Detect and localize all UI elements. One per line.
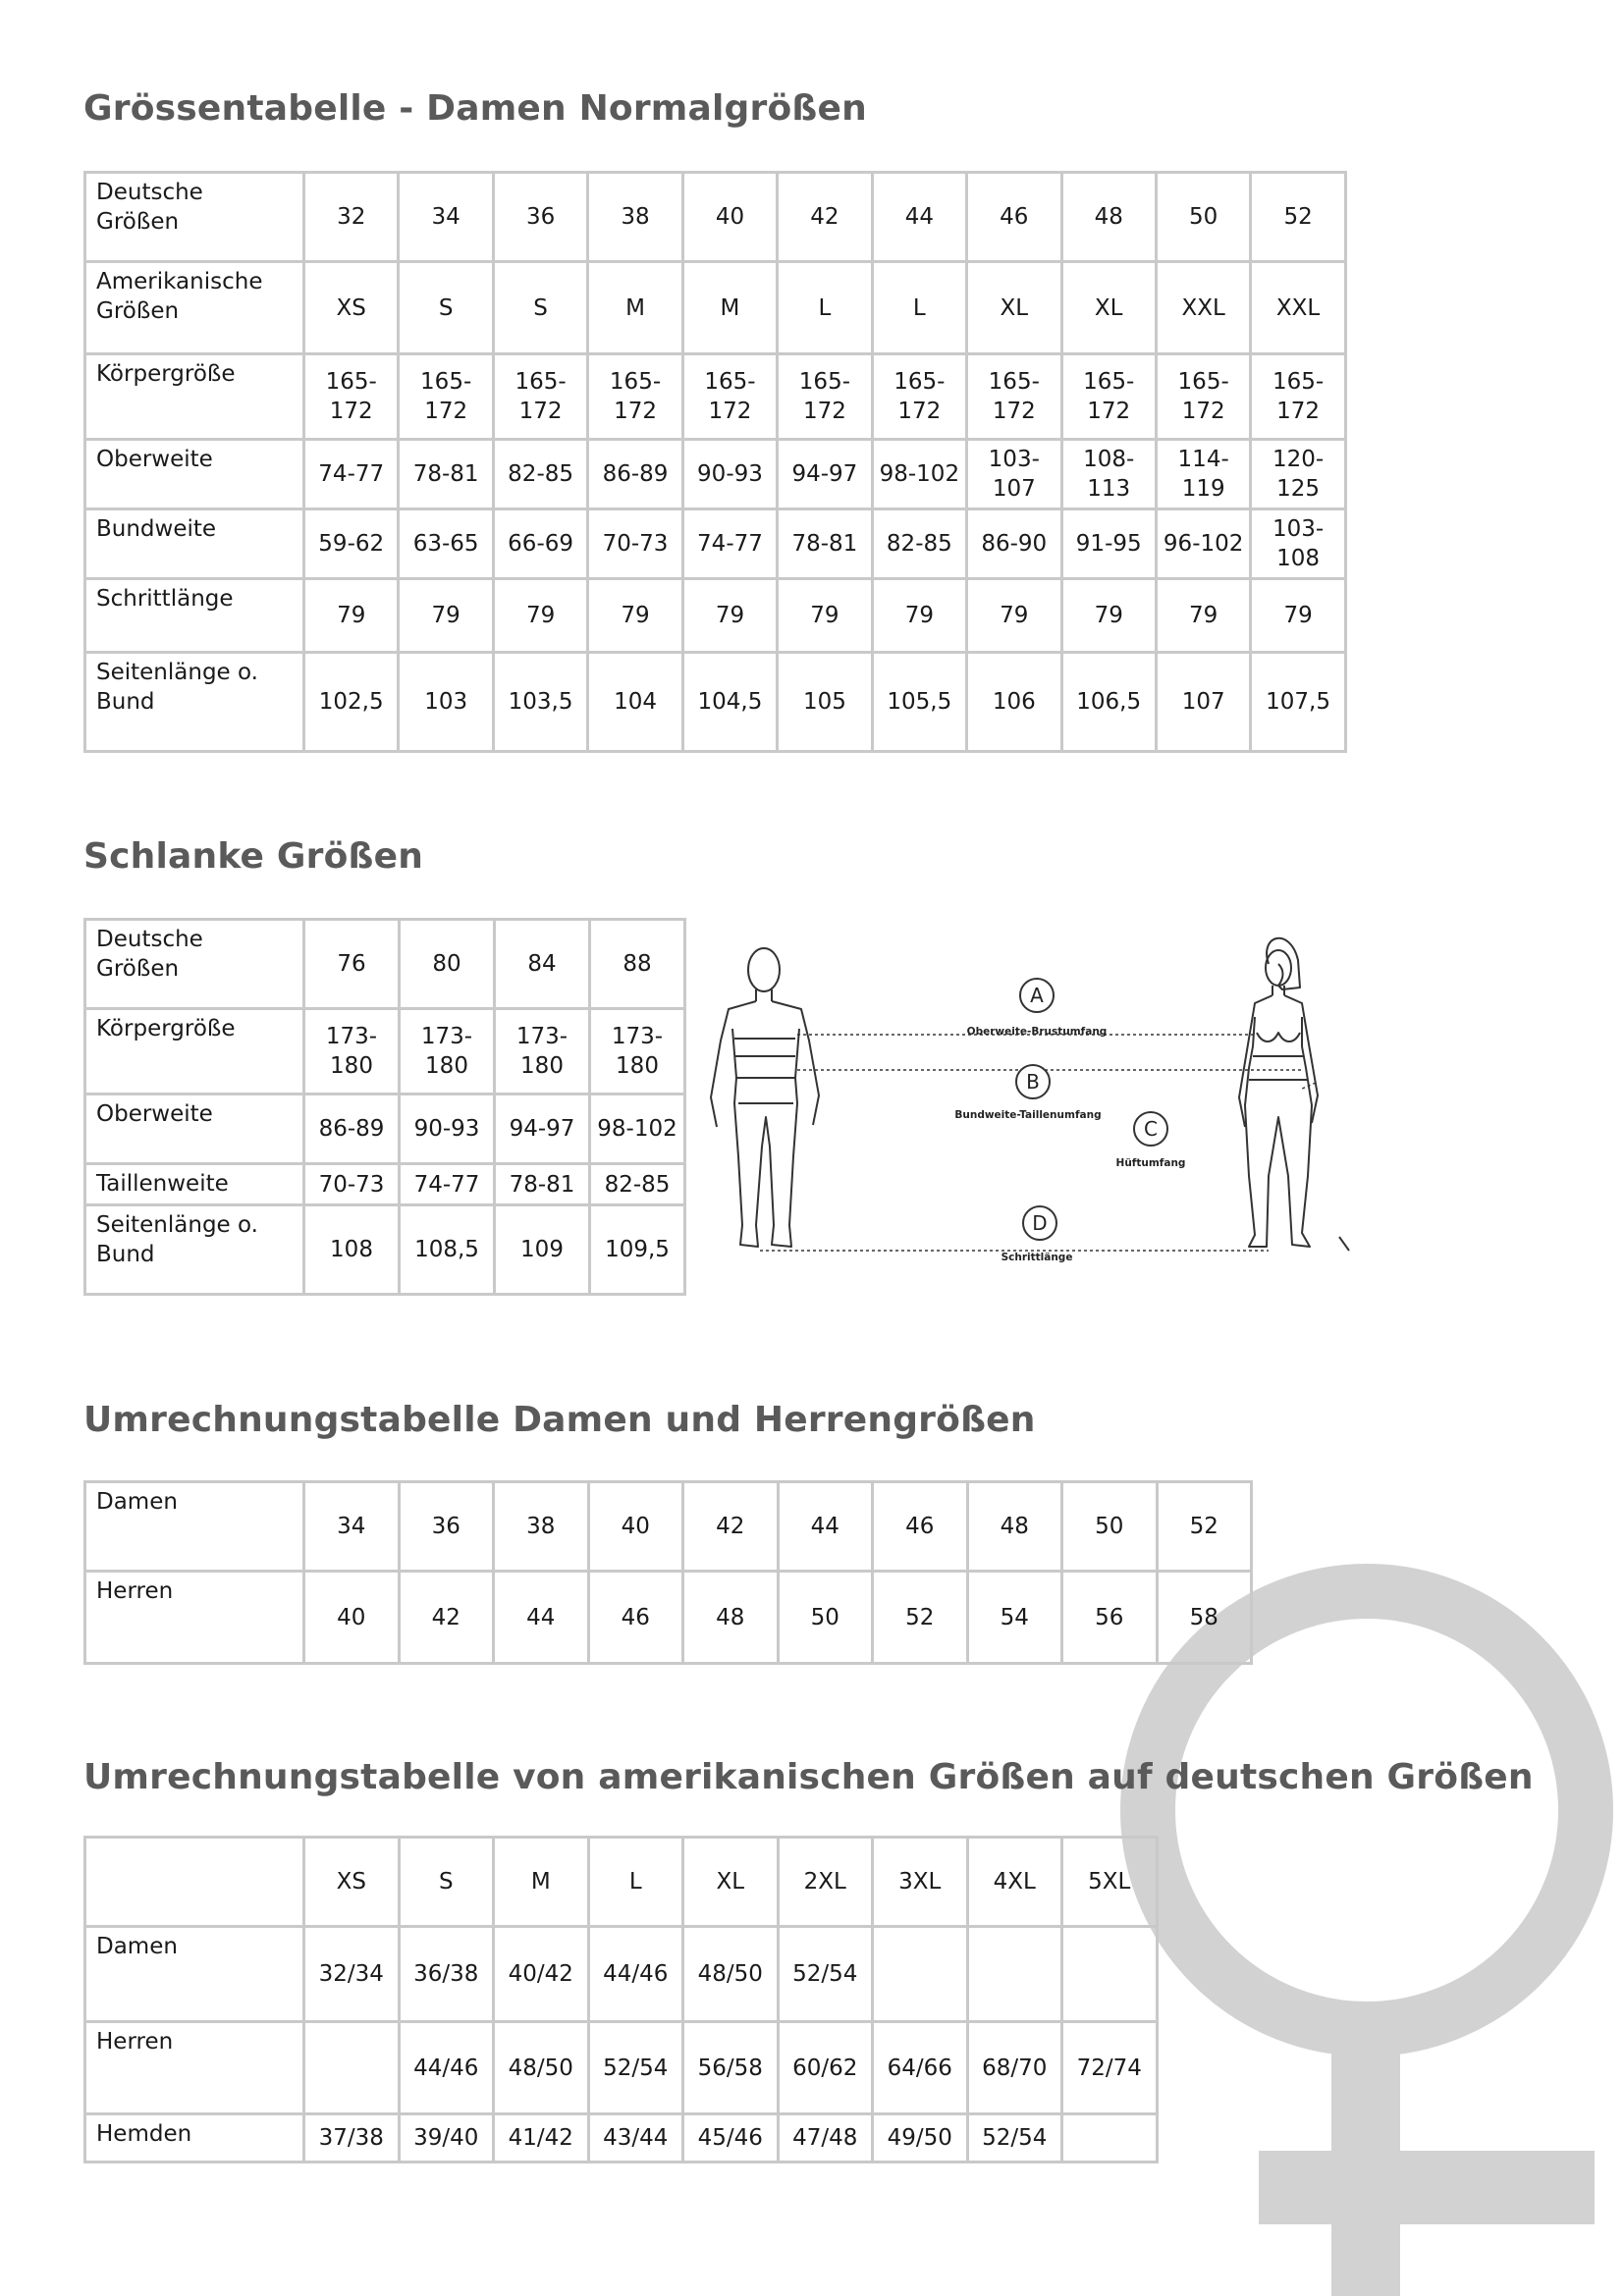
table-cell: XXL	[1156, 262, 1250, 354]
table-cell: 48/50	[683, 1927, 779, 2022]
table-cell: 165-172	[304, 354, 399, 440]
table-cell: 79	[967, 579, 1061, 653]
male-figure	[711, 948, 819, 1247]
table-cell	[1062, 1927, 1158, 2022]
table-cell: 48	[683, 1572, 779, 1664]
table-cell: 165-172	[588, 354, 682, 440]
table-cell: 56	[1062, 1572, 1158, 1664]
table-cell: 91-95	[1061, 509, 1156, 579]
table-cell: 98-102	[872, 440, 966, 509]
table-cell: 64/66	[873, 2022, 968, 2114]
row-label: Oberweite	[85, 440, 304, 509]
table-cell: 50	[778, 1572, 873, 1664]
table-cell: 36	[493, 173, 587, 262]
table-cell: 70-73	[588, 509, 682, 579]
table-cell: 63-65	[399, 509, 493, 579]
table-cell: 79	[1061, 579, 1156, 653]
table-cell: 52/54	[778, 1927, 873, 2022]
table-cell: L	[588, 1838, 683, 1927]
marker-c-caption: Hüftumfang	[1115, 1157, 1186, 1169]
row-label: Herren	[85, 2022, 304, 2114]
table-cell: 52	[1251, 173, 1345, 262]
table-cell: M	[494, 1838, 589, 1927]
table-cell: 42	[778, 173, 872, 262]
table-cell: XS	[304, 1838, 400, 1927]
table-cell: 45/46	[683, 2114, 779, 2163]
table-cell: 98-102	[590, 1095, 685, 1164]
table-cell: 66-69	[493, 509, 587, 579]
table-row	[85, 920, 685, 1009]
table-cell	[304, 2022, 400, 2114]
table-cell	[967, 1927, 1062, 2022]
table-cell: 49/50	[873, 2114, 968, 2163]
row-label: Hemden	[85, 2114, 304, 2163]
table-cell: 105	[778, 653, 872, 752]
row-label: Damen	[85, 1482, 304, 1572]
table-cell: 40	[588, 1482, 683, 1572]
row-label: Damen	[85, 1927, 304, 2022]
table-cell: 105,5	[872, 653, 966, 752]
table-cell: 82-85	[872, 509, 966, 579]
table-cell: 79	[682, 579, 777, 653]
table-cell: 34	[304, 1482, 400, 1572]
table-cell: 36	[399, 1482, 494, 1572]
table-cell: XXL	[1251, 262, 1345, 354]
table-cell: 78-81	[399, 440, 493, 509]
table-cell: 38	[588, 173, 682, 262]
table-cell: 58	[1157, 1572, 1252, 1664]
table-cell: 86-89	[588, 440, 682, 509]
marker-d-letter: D	[1032, 1211, 1048, 1235]
table-cell: 80	[400, 920, 495, 1009]
table-cell: 102,5	[304, 653, 399, 752]
table-cell: 165-172	[399, 354, 493, 440]
table-cell: 40/42	[494, 1927, 589, 2022]
table-cell: 56/58	[683, 2022, 779, 2114]
table-row	[85, 440, 1346, 509]
table-cell: 165-172	[1251, 354, 1345, 440]
table-cell: M	[682, 262, 777, 354]
row-label: Schrittlänge	[85, 579, 304, 653]
table-cell: 36/38	[399, 1927, 494, 2022]
us-conversion-title: Umrechnungstabelle von amerikanischen Größen auf deutschen Größen	[83, 1757, 1534, 1797]
table-cell: 173-180	[590, 1009, 685, 1095]
table-cell: 48	[1061, 173, 1156, 262]
table-cell: 52/54	[967, 2114, 1062, 2163]
table-cell: 84	[495, 920, 590, 1009]
table-row	[85, 1205, 685, 1295]
slim-sizes-title: Schlanke Größen	[83, 836, 424, 877]
table-cell: 54	[967, 1572, 1062, 1664]
table-cell: 86-89	[304, 1095, 400, 1164]
table-cell: 114-119	[1156, 440, 1250, 509]
table-cell: 44/46	[399, 2022, 494, 2114]
table-cell: 108-113	[1061, 440, 1156, 509]
table-cell: XL	[1061, 262, 1156, 354]
table-cell: 103	[399, 653, 493, 752]
table-cell: 109,5	[590, 1205, 685, 1295]
table-cell: 44	[494, 1572, 589, 1664]
table-cell: 173-180	[495, 1009, 590, 1095]
conversion-title: Umrechnungstabelle Damen und Herrengrößen	[83, 1400, 1036, 1440]
row-label: Seitenlänge o. Bund	[85, 1205, 304, 1295]
female-figure	[1239, 938, 1349, 1251]
table-cell: 96-102	[1156, 509, 1250, 579]
table-row	[85, 653, 1346, 752]
table-row	[85, 354, 1346, 440]
row-label: Oberweite	[85, 1095, 304, 1164]
table-row	[85, 509, 1346, 579]
table-cell: XL	[967, 262, 1061, 354]
table-row	[85, 1009, 685, 1095]
table-cell: XS	[304, 262, 399, 354]
table-cell: 34	[399, 173, 493, 262]
table-cell: 48	[967, 1482, 1062, 1572]
table-cell: 3XL	[873, 1838, 968, 1927]
table-cell: 165-172	[1156, 354, 1250, 440]
table-cell: 79	[493, 579, 587, 653]
table-cell: 79	[399, 579, 493, 653]
marker-a-caption: Oberweite-Brustumfang	[966, 1026, 1108, 1038]
table-cell: 44/46	[588, 1927, 683, 2022]
table-row	[85, 1164, 685, 1205]
table-cell: 107,5	[1251, 653, 1345, 752]
table-cell: 47/48	[778, 2114, 873, 2163]
table-cell: 59-62	[304, 509, 399, 579]
table-cell: 103-107	[967, 440, 1061, 509]
table-cell: 44	[872, 173, 966, 262]
table-row	[85, 1572, 1252, 1664]
table-cell: 68/70	[967, 2022, 1062, 2114]
table-cell: 109	[495, 1205, 590, 1295]
table-cell: 173-180	[400, 1009, 495, 1095]
table-cell: 86-90	[967, 509, 1061, 579]
table-cell: 74-77	[304, 440, 399, 509]
table-cell: 40	[682, 173, 777, 262]
table-cell: 52	[873, 1572, 968, 1664]
row-label: Körpergröße	[85, 1009, 304, 1095]
table-row	[85, 2114, 1158, 2163]
row-label: Deutsche Größen	[85, 173, 304, 262]
table-cell: 165-172	[872, 354, 966, 440]
row-label: Herren	[85, 1572, 304, 1664]
row-label: Amerikanische Größen	[85, 262, 304, 354]
slim-size-table	[83, 918, 686, 1296]
table-cell: 103-108	[1251, 509, 1345, 579]
row-label	[85, 1838, 304, 1927]
marker-a-letter: A	[1030, 984, 1044, 1007]
table-row	[85, 1095, 685, 1164]
table-row	[85, 579, 1346, 653]
table-cell: L	[872, 262, 966, 354]
table-cell: 94-97	[778, 440, 872, 509]
table-cell: 46	[967, 173, 1061, 262]
table-cell: 46	[873, 1482, 968, 1572]
table-cell: 2XL	[778, 1838, 873, 1927]
table-cell: 60/62	[778, 2022, 873, 2114]
table-cell: 78-81	[778, 509, 872, 579]
women-men-conversion-table	[83, 1480, 1253, 1665]
row-label: Seitenlänge o. Bund	[85, 653, 304, 752]
table-cell: 107	[1156, 653, 1250, 752]
table-cell: 52/54	[588, 2022, 683, 2114]
table-cell: S	[399, 1838, 494, 1927]
normal-sizes-title: Grössentabelle - Damen Normalgrößen	[83, 88, 867, 129]
table-cell: 70-73	[304, 1164, 400, 1205]
table-cell: 50	[1156, 173, 1250, 262]
table-cell: M	[588, 262, 682, 354]
table-cell: 44	[778, 1482, 873, 1572]
table-cell: 94-97	[495, 1095, 590, 1164]
table-cell	[873, 1927, 968, 2022]
table-cell: S	[399, 262, 493, 354]
measurement-diagram	[699, 931, 1357, 1286]
table-cell: 79	[1156, 579, 1250, 653]
table-cell: 41/42	[494, 2114, 589, 2163]
marker-d-caption: Schrittlänge	[1001, 1252, 1073, 1263]
table-cell: 104	[588, 653, 682, 752]
table-cell	[1062, 2114, 1158, 2163]
table-row	[85, 1482, 1252, 1572]
table-cell: 37/38	[304, 2114, 400, 2163]
table-cell: 42	[399, 1572, 494, 1664]
table-cell: 74-77	[682, 509, 777, 579]
table-cell: XL	[683, 1838, 779, 1927]
table-cell: 50	[1062, 1482, 1158, 1572]
row-label: Taillenweite	[85, 1164, 304, 1205]
table-row	[85, 262, 1346, 354]
table-cell: 90-93	[400, 1095, 495, 1164]
table-cell: 39/40	[399, 2114, 494, 2163]
marker-c-letter: C	[1144, 1117, 1158, 1141]
table-cell: 108,5	[400, 1205, 495, 1295]
table-cell: 108	[304, 1205, 400, 1295]
table-cell: L	[778, 262, 872, 354]
table-cell: 88	[590, 920, 685, 1009]
table-cell: 165-172	[682, 354, 777, 440]
marker-b-caption: Bundweite-Taillenumfang	[954, 1109, 1102, 1121]
table-cell: 72/74	[1062, 2022, 1158, 2114]
table-cell: 165-172	[967, 354, 1061, 440]
table-cell: 46	[588, 1572, 683, 1664]
row-label: Körpergröße	[85, 354, 304, 440]
table-cell: 43/44	[588, 2114, 683, 2163]
table-row	[85, 1838, 1158, 1927]
table-cell: 79	[778, 579, 872, 653]
table-cell: 40	[304, 1572, 400, 1664]
table-cell: 48/50	[494, 2022, 589, 2114]
table-cell: 106	[967, 653, 1061, 752]
table-cell: 76	[304, 920, 400, 1009]
table-cell: 82-85	[493, 440, 587, 509]
table-cell: 4XL	[967, 1838, 1062, 1927]
table-cell: 32	[304, 173, 399, 262]
table-cell: 79	[872, 579, 966, 653]
table-cell: 165-172	[493, 354, 587, 440]
table-cell: 32/34	[304, 1927, 400, 2022]
table-row	[85, 2022, 1158, 2114]
normal-size-table	[83, 171, 1347, 753]
table-cell: 173-180	[304, 1009, 400, 1095]
table-cell: 38	[494, 1482, 589, 1572]
table-cell: 82-85	[590, 1164, 685, 1205]
table-cell: 5XL	[1062, 1838, 1158, 1927]
row-label: Deutsche Größen	[85, 920, 304, 1009]
table-row	[85, 1927, 1158, 2022]
table-cell: 79	[304, 579, 399, 653]
table-cell: S	[493, 262, 587, 354]
table-cell: 42	[683, 1482, 779, 1572]
table-cell: 79	[1251, 579, 1345, 653]
table-row	[85, 173, 1346, 262]
table-cell: 106,5	[1061, 653, 1156, 752]
table-cell: 104,5	[682, 653, 777, 752]
table-cell: 165-172	[1061, 354, 1156, 440]
table-cell: 52	[1157, 1482, 1252, 1572]
marker-b-letter: B	[1026, 1070, 1040, 1094]
us-to-german-table	[83, 1836, 1159, 2163]
table-cell: 79	[588, 579, 682, 653]
table-cell: 165-172	[778, 354, 872, 440]
table-cell: 74-77	[400, 1164, 495, 1205]
row-label: Bundweite	[85, 509, 304, 579]
table-cell: 120-125	[1251, 440, 1345, 509]
table-cell: 90-93	[682, 440, 777, 509]
table-cell: 78-81	[495, 1164, 590, 1205]
table-cell: 103,5	[493, 653, 587, 752]
